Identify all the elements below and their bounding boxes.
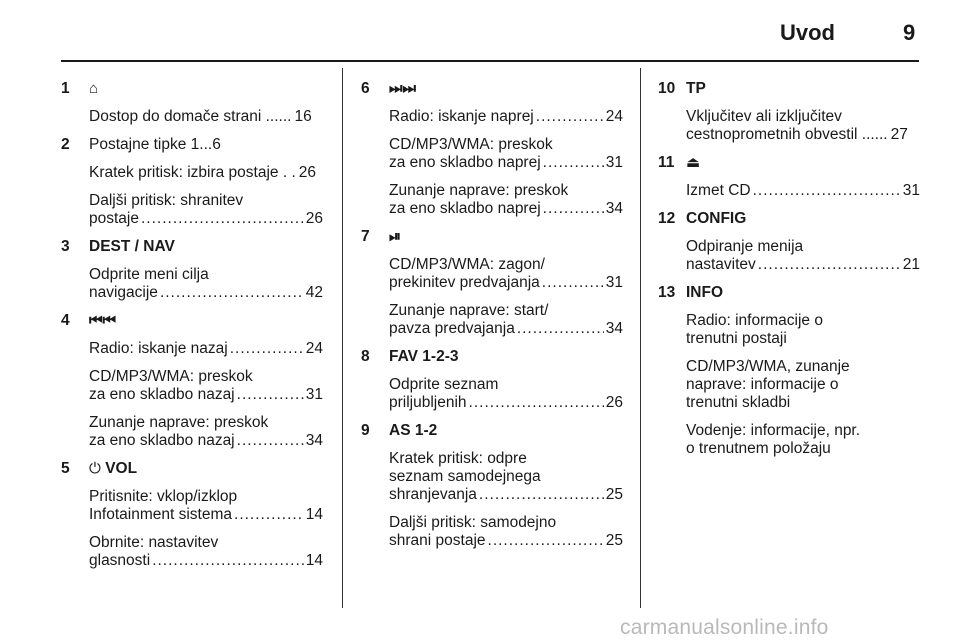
page-ref: 34 (305, 432, 323, 449)
item-number: 10 (658, 80, 676, 97)
page-ref: 26 (298, 164, 316, 181)
item-number: 8 (361, 348, 370, 365)
entry-text: za eno skladbo naprej (389, 154, 541, 171)
page-ref: 31 (605, 154, 623, 171)
column-2 (361, 80, 623, 560)
entry-text: prekinitev predvajanja (389, 274, 540, 291)
item-number: 4 (61, 312, 70, 329)
entry-text: CD/MP3/WMA, zunanje (686, 358, 850, 375)
item-number: 9 (361, 422, 370, 439)
item-number: 13 (658, 284, 676, 301)
entry-text: trenutni skladbi (686, 394, 791, 411)
page-ref: 34 (605, 320, 623, 337)
entry-text: Radio: informacije o (686, 312, 823, 329)
item-label: FAV 1-2-3 (389, 348, 459, 365)
entry-text: Infotainment sistema (89, 506, 233, 523)
watermark: carmanualsonline.info (620, 616, 829, 639)
page-number: 9 (903, 20, 916, 45)
entry-text: shrani postaje (389, 532, 486, 549)
page-ref: 31 (305, 386, 323, 403)
eject-icon: ⏏ (686, 154, 701, 171)
play-pause-icon: ⏯ (389, 228, 402, 245)
entry-text: Zunanje naprave: preskok (89, 414, 269, 431)
page-ref: 16 (294, 108, 312, 125)
entry-text: o trenutnem položaju (686, 440, 831, 457)
page-ref: 26 (605, 394, 623, 411)
entry-text: Kratek pritisk: odpre (389, 450, 527, 467)
entry-text: Izmet CD (686, 182, 751, 199)
entry-text: CD/MP3/WMA: zagon/ (389, 256, 545, 273)
section-title: Uvod (780, 20, 835, 45)
item-label: DEST / NAV (89, 238, 175, 255)
list-item (658, 210, 920, 274)
list-item (361, 422, 623, 550)
entry-text: Vodenje: informacije, npr. (686, 422, 861, 439)
entry-text: za eno skladbo nazaj (89, 386, 235, 403)
entry-text: cestnoprometnih obvestil ...... (686, 126, 888, 143)
item-number: 6 (361, 80, 370, 97)
entry-text: Obrnite: nastavitev (89, 534, 219, 551)
page-ref: 24 (305, 340, 323, 357)
column-divider (342, 68, 343, 608)
item-number: 3 (61, 238, 70, 255)
page-ref: 31 (902, 182, 920, 199)
item-label: INFO (686, 284, 724, 301)
entry-text: Odpiranje menija (686, 238, 804, 255)
list-item (658, 284, 920, 458)
entry-text: Zunanje naprave: preskok (389, 182, 569, 199)
entry-text: za eno skladbo nazaj (89, 432, 235, 449)
page-ref: 24 (605, 108, 623, 125)
list-item (658, 80, 920, 144)
item-number: 7 (361, 228, 370, 245)
list-item (361, 80, 623, 218)
item-number: 2 (61, 136, 70, 153)
page-ref: 34 (605, 200, 623, 217)
entry-text: navigacije (89, 284, 158, 301)
item-label: VOL (105, 460, 138, 477)
item-label: TP (686, 80, 706, 97)
page-ref: 42 (305, 284, 323, 301)
entry-text: za eno skladbo naprej (389, 200, 541, 217)
list-item (61, 312, 323, 450)
page-ref: 21 (902, 256, 920, 273)
page-ref: 25 (605, 486, 623, 503)
entry-text: Odprite meni cilja (89, 266, 209, 283)
entry-text: Radio: iskanje naprej (389, 108, 534, 125)
entry-text: seznam samodejnega (389, 468, 541, 485)
entry-text: Daljši pritisk: samodejno (389, 514, 557, 531)
page-ref: 14 (305, 552, 323, 569)
home-icon: ⌂ (89, 80, 99, 97)
page-ref: 27 (890, 126, 908, 143)
entry-text: Daljši pritisk: shranitev (89, 192, 244, 209)
item-number: 12 (658, 210, 676, 227)
list-item (61, 238, 323, 302)
page-ref: 31 (605, 274, 623, 291)
item-label: AS 1-2 (389, 422, 438, 439)
list-item (361, 228, 623, 338)
list-item (658, 154, 920, 200)
entry-text: postaje (89, 210, 139, 227)
entry-text: pavza predvajanja (389, 320, 515, 337)
item-label: Postajne tipke 1...6 (89, 136, 221, 153)
list-item (61, 80, 323, 126)
column-divider (640, 68, 641, 608)
page-ref: 26 (305, 210, 323, 227)
seek-forward-icon: ⏭⏭ (389, 80, 417, 97)
entry-text: nastavitev (686, 256, 756, 273)
entry-text: Dostop do domače strani ...... (89, 108, 292, 125)
entry-text: trenutni postaji (686, 330, 787, 347)
header-rule (61, 60, 919, 62)
page-ref: 14 (305, 506, 323, 523)
entry-text: Kratek pritisk: izbira postaje . . (89, 164, 296, 181)
entry-text: glasnosti (89, 552, 151, 569)
entry-text: naprave: informacije o (686, 376, 839, 393)
item-number: 5 (61, 460, 70, 477)
entry-text: Zunanje naprave: start/ (389, 302, 549, 319)
list-item (61, 136, 323, 228)
entry-text: CD/MP3/WMA: preskok (89, 368, 253, 385)
entry-text: Odprite seznam (389, 376, 499, 393)
list-item (61, 460, 323, 570)
item-number: 1 (61, 80, 70, 97)
power-icon: ⏻ (89, 460, 101, 477)
entry-text: Radio: iskanje nazaj (89, 340, 228, 357)
entry-text: Vključitev ali izključitev (686, 108, 842, 125)
seek-back-icon: ⏮⏮ (89, 312, 117, 329)
entry-text: Pritisnite: vklop/izklop (89, 488, 238, 505)
entry-text: priljubljenih (389, 394, 467, 411)
item-label: CONFIG (686, 210, 747, 227)
entry-text: CD/MP3/WMA: preskok (389, 136, 553, 153)
column-3 (658, 80, 920, 468)
entry-text: shranjevanja (389, 486, 477, 503)
column-1 (61, 80, 323, 580)
page-ref: 25 (605, 532, 623, 549)
item-number: 11 (658, 154, 675, 171)
list-item (361, 348, 623, 412)
